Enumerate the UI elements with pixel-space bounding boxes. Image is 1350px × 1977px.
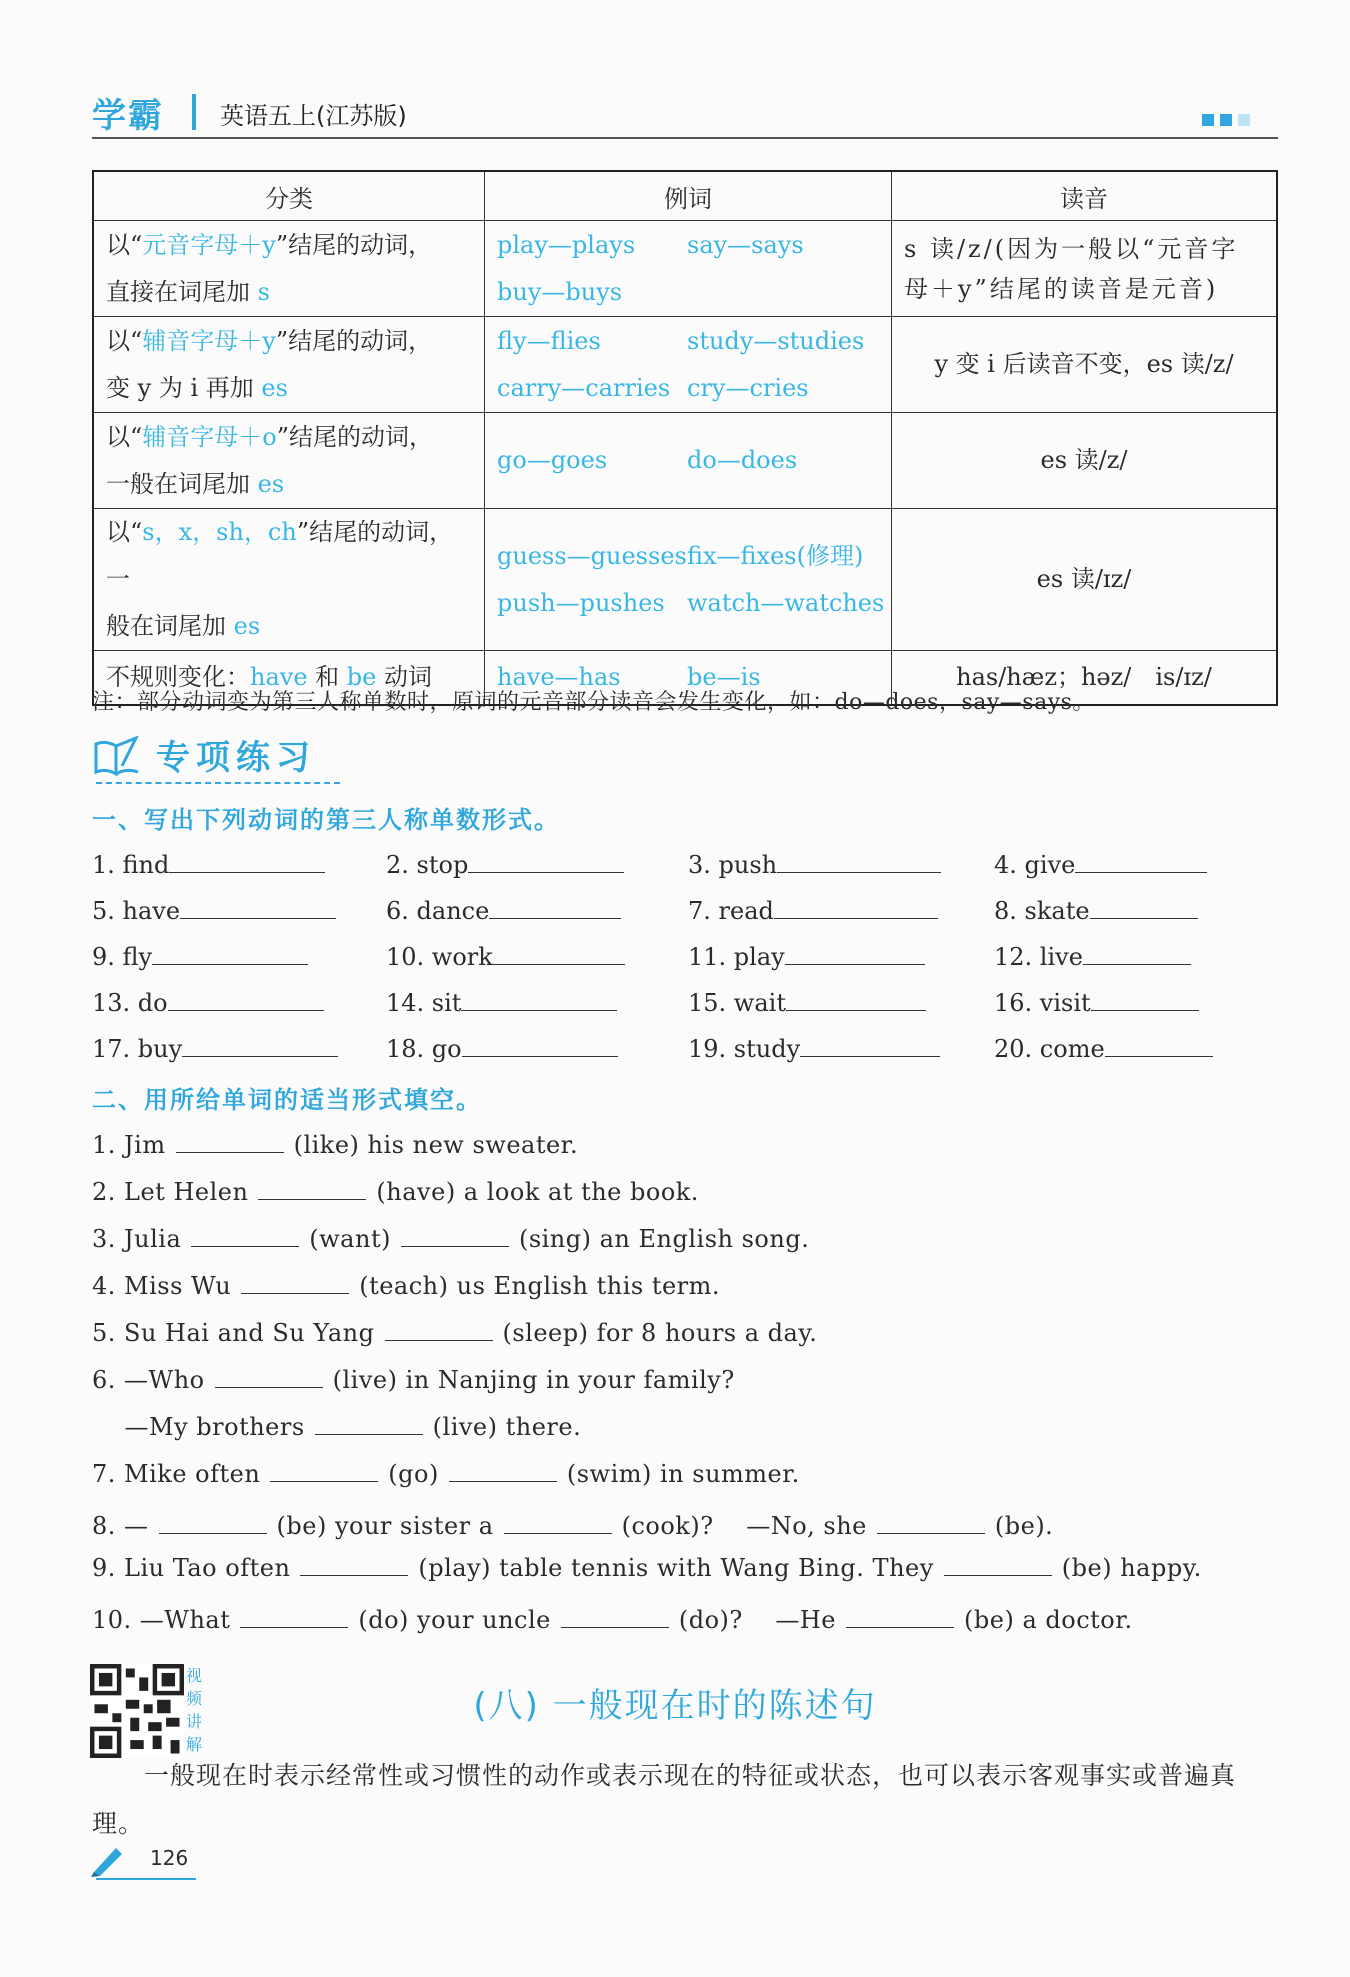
sentence xyxy=(92,1600,1133,1635)
sentence xyxy=(92,1271,720,1300)
category-text: 不规则变化： xyxy=(106,662,250,691)
list-item xyxy=(688,988,926,1017)
answer-blank[interactable] xyxy=(258,1177,366,1200)
sentence xyxy=(92,1130,578,1159)
sentence-text: 2. Let Helen xyxy=(92,1178,249,1206)
example-word: carry—carries xyxy=(497,373,671,402)
answer-blank[interactable] xyxy=(385,1318,493,1341)
sentence-text: (sing) an English song. xyxy=(518,1225,810,1253)
sentence-text: 10. —What xyxy=(92,1606,231,1634)
logo-divider xyxy=(192,94,196,130)
sentence-text: (be) your sister a xyxy=(276,1512,494,1540)
example-word: play—plays xyxy=(497,230,636,259)
sentence xyxy=(92,1412,581,1441)
answer-blank[interactable] xyxy=(168,988,324,1011)
item-word: 15. wait xyxy=(688,989,786,1017)
list-item xyxy=(92,1034,338,1063)
list-item xyxy=(386,942,625,971)
answer-blank[interactable] xyxy=(215,1365,323,1388)
answer-blank[interactable] xyxy=(877,1511,985,1534)
item-word: 3. push xyxy=(688,851,778,879)
lesson-paragraph: 一般现在时表示经常性或习惯性的动作或表示现在的特征或状态，也可以表示客观事实或普遍真理。 xyxy=(92,1761,1237,1838)
answer-blank[interactable] xyxy=(489,896,621,919)
item-word: 18. go xyxy=(386,1035,462,1063)
qr-label: 视频讲解 xyxy=(186,1666,203,1754)
answer-blank[interactable] xyxy=(300,1553,408,1576)
table-header-cell: 例词 xyxy=(485,171,892,221)
list-item xyxy=(994,1034,1213,1063)
item-word: 6. dance xyxy=(386,897,490,925)
item-word: 1. find xyxy=(92,851,170,879)
example-word: be—is xyxy=(687,662,761,691)
answer-blank[interactable] xyxy=(468,850,624,873)
category-text: 一般在词尾加 xyxy=(106,469,258,498)
answer-blank[interactable] xyxy=(777,850,941,873)
list-item xyxy=(994,896,1198,925)
table-note: 注：部分动词变为第三人称单数时，原词的元音部分读音会发生变化，如：do—does，say—says。 xyxy=(92,690,1095,715)
item-word: 8. skate xyxy=(994,897,1090,925)
table-row xyxy=(93,317,1277,413)
category-text: ”结尾的动词， xyxy=(276,422,434,451)
category-text: ”结尾的动词， xyxy=(275,326,433,355)
table-header-cell: 读音 xyxy=(892,171,1278,221)
header-square-icon xyxy=(1202,114,1214,126)
answer-blank[interactable] xyxy=(1105,1034,1213,1057)
sentence-text: 6. —Who xyxy=(92,1366,205,1394)
part1-title: 一、写出下列动词的第三人称单数形式。 xyxy=(92,806,560,834)
pen-book-icon xyxy=(92,736,142,778)
item-word: 17. buy xyxy=(92,1035,183,1063)
book-title: 英语五上(江苏版) xyxy=(220,102,407,130)
sentence-text: (do) your uncle xyxy=(358,1606,551,1634)
category-text: 直接在词尾加 xyxy=(106,277,258,306)
answer-blank[interactable] xyxy=(449,1459,557,1482)
example-word: study—studies xyxy=(687,326,865,355)
sentence-text: 3. Julia xyxy=(92,1225,182,1253)
highlight-text: s xyxy=(257,277,270,306)
sentence xyxy=(92,1365,735,1394)
category-text: 和 xyxy=(307,662,347,691)
header-square-icon xyxy=(1238,114,1250,126)
answer-blank[interactable] xyxy=(315,1412,423,1435)
list-item xyxy=(92,850,325,879)
sentence xyxy=(92,1177,699,1206)
sentence xyxy=(92,1459,800,1488)
sentence-text: —My brothers xyxy=(92,1413,305,1441)
pronunciation-cell: es 读/ɪz/ xyxy=(892,509,1278,651)
list-item xyxy=(92,942,308,971)
brand-logo: 学霸 xyxy=(92,96,164,136)
answer-blank[interactable] xyxy=(504,1511,612,1534)
answer-blank[interactable] xyxy=(493,942,625,965)
header-rule xyxy=(92,137,1278,139)
answer-blank[interactable] xyxy=(1091,988,1199,1011)
answer-blank[interactable] xyxy=(241,1271,349,1294)
highlight-text: 辅音字母＋o xyxy=(142,422,277,451)
item-word: 4. give xyxy=(994,851,1076,879)
answer-blank[interactable] xyxy=(270,1459,378,1482)
pronunciation-cell: y 变 i 后读音不变，es 读/z/ xyxy=(892,317,1278,413)
page-number-rule xyxy=(96,1878,196,1880)
highlight-text: be xyxy=(346,662,377,691)
answer-blank[interactable] xyxy=(462,1034,618,1057)
example-word: do—does xyxy=(687,446,798,474)
answer-blank[interactable] xyxy=(1075,850,1207,873)
category-text: 般在词尾加 xyxy=(106,612,234,640)
examples-cell xyxy=(485,317,892,413)
practice-title: 专项练习 xyxy=(156,738,316,778)
highlight-text: 辅音字母＋y xyxy=(142,326,276,355)
category-text: 以“ xyxy=(106,422,143,451)
item-word: 11. play xyxy=(688,943,785,971)
list-item xyxy=(688,896,938,925)
sentence-text: (want) xyxy=(309,1225,391,1253)
sentence-text: 8. — xyxy=(92,1512,149,1540)
item-word: 16. visit xyxy=(994,989,1091,1017)
list-item xyxy=(92,896,336,925)
highlight-text: 元音字母＋y xyxy=(142,230,276,259)
item-word: 14. sit xyxy=(386,989,462,1017)
example-word: buy—buys xyxy=(497,277,623,306)
answer-blank[interactable] xyxy=(401,1224,509,1247)
sentence-text: (play) table tennis with Wang Bing. They xyxy=(418,1554,934,1582)
sentence-text: (be) a doctor. xyxy=(964,1606,1133,1634)
list-item xyxy=(386,896,621,925)
page-number: 126 xyxy=(150,1846,189,1870)
example-word: say—says xyxy=(687,230,804,259)
example-word: guess—guesses xyxy=(497,541,687,570)
list-item xyxy=(688,942,925,971)
sentence-text: (cook)? —No, she xyxy=(621,1512,867,1540)
table-row xyxy=(93,413,1277,509)
highlight-text: es xyxy=(257,469,285,498)
item-word: 2. stop xyxy=(386,851,469,879)
example-word: cry—cries xyxy=(687,373,809,402)
answer-blank[interactable] xyxy=(180,896,336,919)
example-word: fix—fixes(修理) xyxy=(687,541,864,570)
sentence xyxy=(92,1506,1053,1541)
answer-blank[interactable] xyxy=(800,1034,940,1057)
example-word: watch—watches xyxy=(687,588,885,617)
answer-blank[interactable] xyxy=(561,1605,669,1628)
list-item xyxy=(994,942,1191,971)
item-word: 13. do xyxy=(92,989,168,1017)
category-text: 动词 xyxy=(376,662,433,691)
sentence-text: (sleep) for 8 hours a day. xyxy=(502,1319,818,1347)
category-cell xyxy=(93,413,485,509)
pencil-icon xyxy=(88,1842,128,1878)
list-item xyxy=(688,1034,940,1063)
sentence-text: (teach) us English this term. xyxy=(359,1272,721,1300)
part2-title: 二、用所给单词的适当形式填空。 xyxy=(92,1086,482,1114)
verb-rule-table xyxy=(92,170,1278,706)
sentence xyxy=(92,1318,817,1347)
header-square-icon xyxy=(1220,114,1232,126)
answer-blank[interactable] xyxy=(786,988,926,1011)
answer-blank[interactable] xyxy=(191,1224,299,1247)
category-cell xyxy=(93,317,485,413)
sentence-text: (be). xyxy=(994,1512,1054,1540)
answer-blank[interactable] xyxy=(846,1605,954,1628)
sentence-text: (like) his new sweater. xyxy=(293,1131,579,1159)
sentence-text: 9. Liu Tao often xyxy=(92,1554,291,1582)
item-word: 9. fly xyxy=(92,943,153,971)
examples-cell xyxy=(485,221,892,317)
banner-underline xyxy=(96,782,340,784)
answer-blank[interactable] xyxy=(240,1605,348,1628)
item-word: 7. read xyxy=(688,897,774,925)
item-word: 5. have xyxy=(92,897,181,925)
category-text: 变 y 为 i 再加 xyxy=(106,373,262,402)
highlight-text: s，x，sh，ch xyxy=(142,518,297,546)
pronunciation-cell: es 读/z/ xyxy=(892,413,1278,509)
table-row xyxy=(93,509,1277,651)
category-text: 以“ xyxy=(106,518,143,546)
list-item xyxy=(994,988,1199,1017)
sentence-text: 7. Mike often xyxy=(92,1460,261,1488)
page-header xyxy=(92,88,1278,140)
answer-blank[interactable] xyxy=(159,1511,267,1534)
examples-cell xyxy=(485,509,892,651)
examples-cell xyxy=(485,413,892,509)
sentence xyxy=(92,1224,809,1253)
answer-blank[interactable] xyxy=(152,942,308,965)
sentence-text: (be) happy. xyxy=(1061,1554,1202,1582)
highlight-text: es xyxy=(261,373,288,402)
category-text: 以“ xyxy=(106,230,143,259)
sentence-text: (live) in Nanjing in your family? xyxy=(332,1366,735,1394)
category-cell xyxy=(93,221,485,317)
answer-blank[interactable] xyxy=(1090,896,1198,919)
answer-blank[interactable] xyxy=(944,1553,1052,1576)
example-word: go—goes xyxy=(497,446,608,474)
pronunciation-cell: s 读/z/(因为一般以“元音字母＋y”结尾的读音是元音) xyxy=(892,221,1278,317)
answer-blank[interactable] xyxy=(785,942,925,965)
answer-blank[interactable] xyxy=(176,1130,284,1153)
lesson-title: (八) 一般现在时的陈述句 xyxy=(473,1686,877,1726)
sentence-text: 5. Su Hai and Su Yang xyxy=(92,1319,375,1347)
highlight-text: es xyxy=(233,612,261,640)
list-item xyxy=(386,1034,618,1063)
sentence-text: (swim) in summer. xyxy=(566,1460,800,1488)
sentence-text: 4. Miss Wu xyxy=(92,1272,232,1300)
list-item xyxy=(688,850,941,879)
item-word: 20. come xyxy=(994,1035,1105,1063)
table-row xyxy=(93,221,1277,317)
list-item xyxy=(994,850,1207,879)
example-word: have—has xyxy=(497,662,621,691)
sentence-text: (live) there. xyxy=(432,1413,582,1441)
example-word: fly—flies xyxy=(497,326,601,355)
answer-blank[interactable] xyxy=(182,1034,338,1057)
list-item xyxy=(386,988,617,1017)
list-item xyxy=(92,988,324,1017)
category-text: ”结尾的动词， xyxy=(275,230,433,259)
item-word: 12. live xyxy=(994,943,1083,971)
category-text: 以“ xyxy=(106,326,143,355)
answer-blank[interactable] xyxy=(1083,942,1191,965)
table-header-row xyxy=(93,171,1277,221)
item-word: 19. study xyxy=(688,1035,801,1063)
answer-blank[interactable] xyxy=(169,850,325,873)
answer-blank[interactable] xyxy=(461,988,617,1011)
category-text: ”结尾的动词，一 xyxy=(106,518,454,593)
answer-blank[interactable] xyxy=(774,896,938,919)
pronunciation-cell: has/hæz；həz/ is/ɪz/ xyxy=(892,651,1278,705)
example-word: push—pushes xyxy=(497,588,665,617)
table-header-cell: 分类 xyxy=(93,171,485,221)
sentence-text: (have) a look at the book. xyxy=(376,1178,699,1206)
sentence-text: 1. Jim xyxy=(92,1131,166,1159)
highlight-text: have xyxy=(250,662,308,691)
item-word: 10. work xyxy=(386,943,493,971)
sentence xyxy=(92,1553,1202,1582)
sentence-text: (go) xyxy=(388,1460,439,1488)
list-item xyxy=(386,850,624,879)
category-cell xyxy=(93,509,485,651)
sentence-text: (do)? —He xyxy=(678,1606,837,1634)
